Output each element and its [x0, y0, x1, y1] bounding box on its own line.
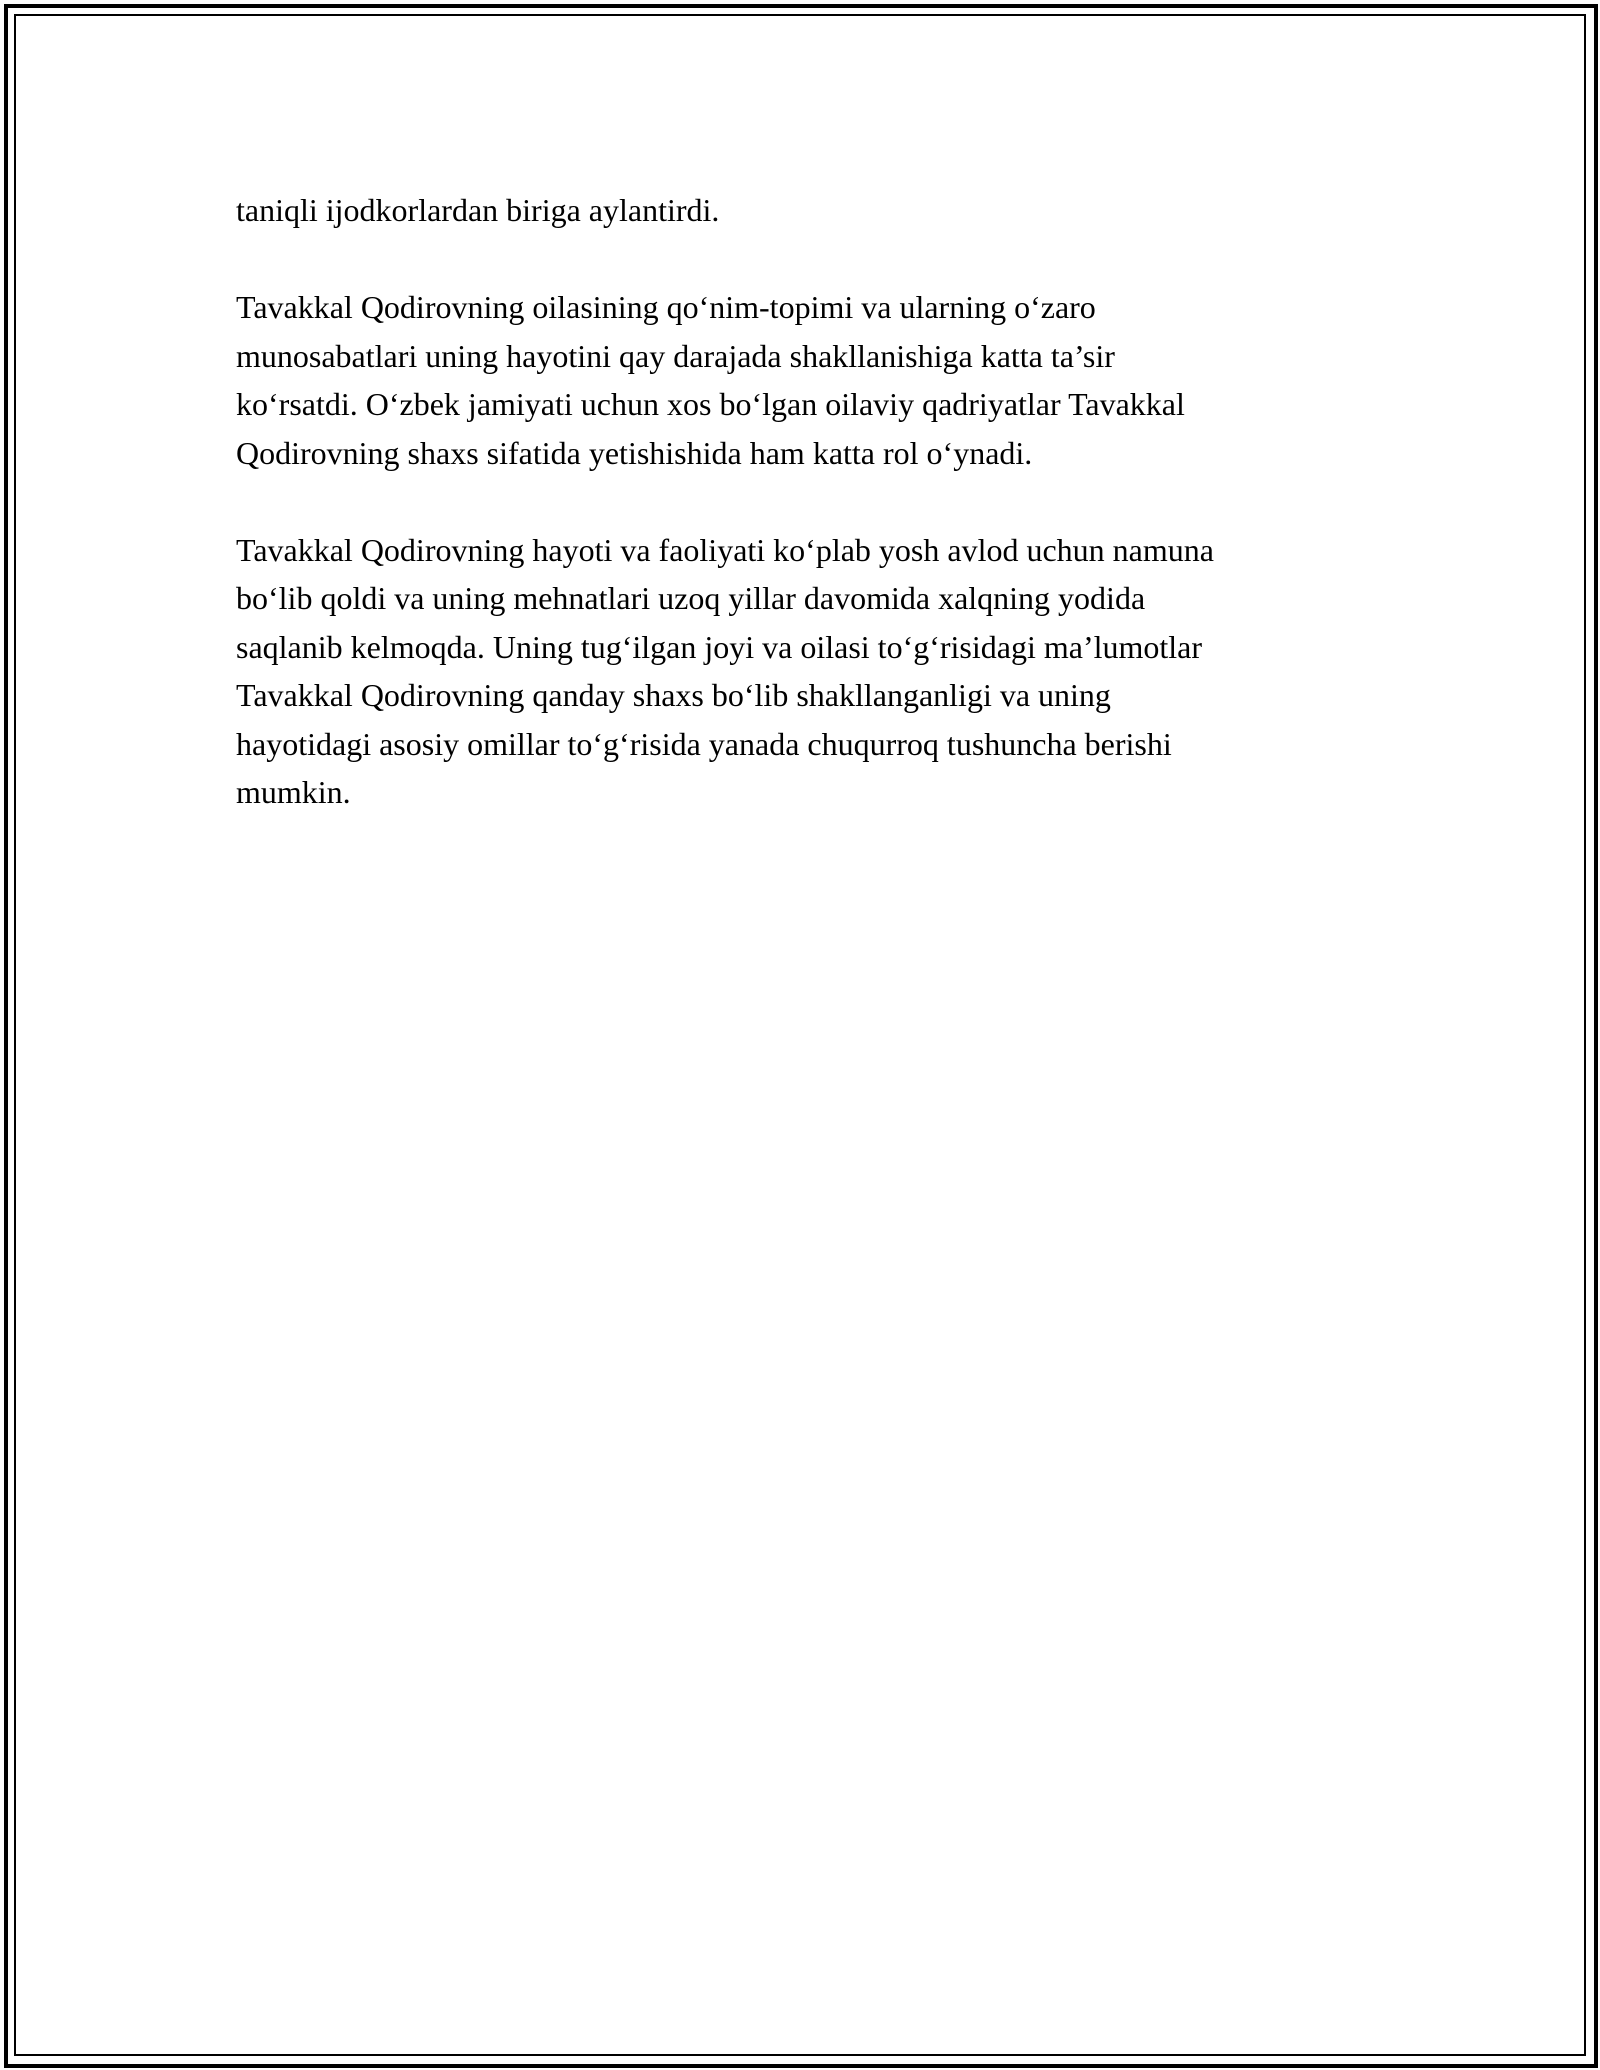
text-line: Tavakkal Qodirovning qanday shaxs bo‘lib shakllanganligi va uning [236, 677, 1111, 713]
paragraph-3 [236, 526, 1396, 817]
paragraph-1 [236, 186, 1396, 235]
text-line: bo‘lib qoldi va uning mehnatlari uzoq yillar davomida xalqning yodida [236, 580, 1146, 616]
text-line: Tavakkal Qodirovning hayoti va faoliyati ko‘plab yosh avlod uchun namuna [236, 531, 1214, 568]
text-line: taniqli ijodkorlardan biriga aylantirdi. [236, 192, 720, 228]
text-line: saqlanib kelmoqda. Uning tug‘ilgan joyi va oilasi to‘g‘risidagi ma’lumotlar [236, 628, 1203, 665]
document-body [236, 186, 1396, 865]
text-line: mumkin. [236, 774, 351, 810]
text-line: Qodirovning shaxs sifatida yetishishida ham katta rol o‘ynadi. [236, 434, 1033, 471]
text-line: munosabatlari uning hayotini qay darajada shakllanishiga katta ta’sir [236, 337, 1115, 374]
text-line: Tavakkal Qodirovning oilasining qo‘nim-topimi va ularning o‘zaro [236, 289, 1096, 325]
paragraph-2 [236, 283, 1396, 477]
text-line: ko‘rsatdi. O‘zbek jamiyati uchun xos bo‘lgan oilaviy qadriyatlar Tavakkal [236, 386, 1185, 422]
text-line: hayotidagi asosiy omillar to‘g‘risida yanada chuqurroq tushuncha berishi [236, 725, 1172, 762]
